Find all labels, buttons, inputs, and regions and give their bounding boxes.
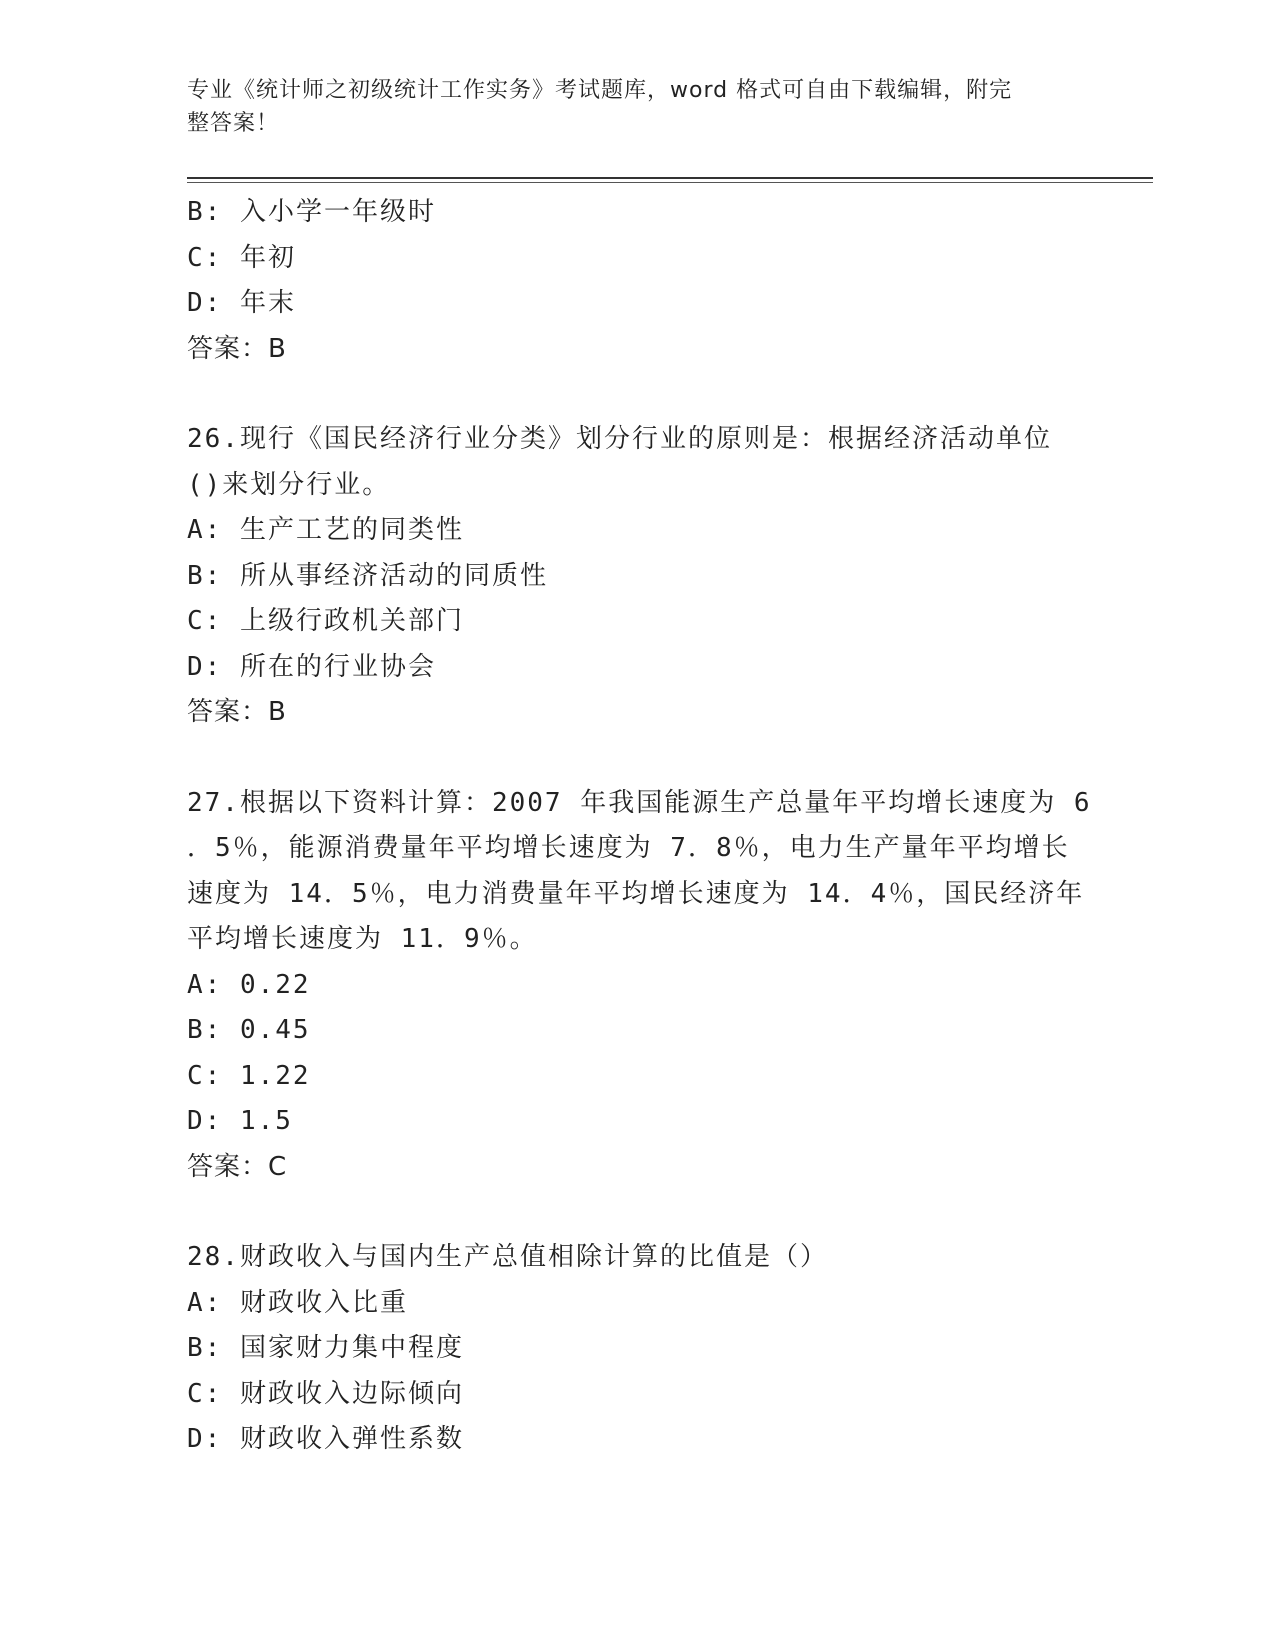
option-b: B: 所从事经济活动的同质性	[187, 560, 548, 591]
question-stem-line: 27.根据以下资料计算：2007 年我国能源生产总量年平均增长速度为 6	[187, 787, 1092, 818]
question-27	[187, 781, 1092, 1191]
header-line-1: 专业《统计师之初级统计工作实务》考试题库，word 格式可自由下载编辑，附完	[187, 78, 1013, 103]
option-d: D: 1.5	[187, 1106, 293, 1136]
option-b: B: 入小学一年级时	[187, 197, 436, 227]
question-stem-line: 速度为 14．5％，电力消费量年平均增长速度为 14．4％，国民经济年	[187, 878, 1085, 909]
answer-line: 答案：B	[187, 697, 287, 727]
question-stem-line: 26.现行《国民经济行业分类》划分行业的原则是：根据经济活动单位	[187, 424, 1052, 454]
question-25-continued	[187, 190, 1087, 372]
answer-line: 答案：B	[187, 333, 287, 364]
option-c: C: 年初	[187, 242, 296, 273]
question-stem-line: ．5％，能源消费量年平均增长速度为 7．8％，电力生产量年平均增长	[187, 833, 1070, 863]
option-d: D: 年末	[187, 288, 296, 318]
document-body	[187, 190, 1092, 1463]
option-d: D: 所在的行业协会	[187, 651, 436, 682]
option-c: C: 上级行政机关部门	[187, 606, 464, 636]
answer-line: 答案：C	[187, 1151, 288, 1182]
document-header	[187, 74, 1067, 140]
option-b: B: 国家财力集中程度	[187, 1333, 464, 1363]
option-a: A: 财政收入比重	[187, 1287, 408, 1318]
option-c: C: 财政收入边际倾向	[187, 1378, 464, 1409]
question-26	[187, 417, 1087, 736]
question-stem-line: ()来划分行业。	[187, 469, 391, 500]
header-divider-thick	[187, 177, 1153, 179]
option-d: D: 财政收入弹性系数	[187, 1424, 464, 1454]
option-a: A: 生产工艺的同类性	[187, 515, 464, 545]
option-a: A: 0.22	[187, 969, 311, 1000]
question-28	[187, 1235, 1087, 1463]
question-stem-line: 28.财政收入与国内生产总值相除计算的比值是（）	[187, 1242, 828, 1272]
header-line-2: 整答案！	[187, 111, 280, 136]
header-divider-thin	[187, 182, 1153, 183]
option-b: B: 0.45	[187, 1015, 311, 1045]
option-c: C: 1.22	[187, 1060, 311, 1091]
question-stem-line: 平均增长速度为 11．9％。	[187, 924, 538, 954]
